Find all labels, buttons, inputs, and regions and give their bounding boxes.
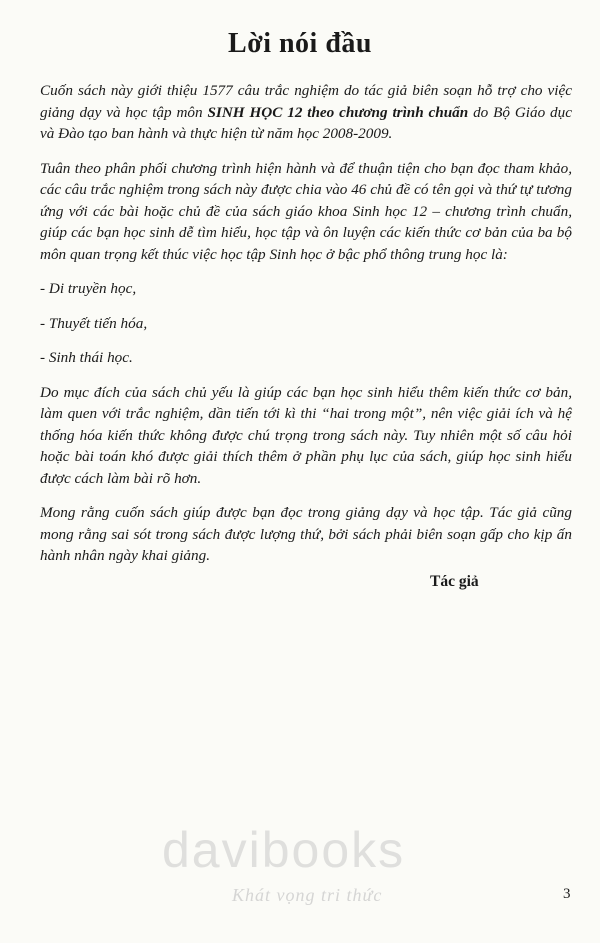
watermark-tagline: Khát vọng tri thức: [232, 885, 383, 905]
author-signature: Tác giả: [430, 573, 479, 590]
paragraph-intro: [40, 80, 572, 145]
paragraph-intro-part1: Cuốn sách này giới thiệu 1577 câu trắc nghiệm do tác giả biên soạn hỗ trợ cho việc giảng dạy và học tập môn: [40, 82, 572, 121]
list-item: - Thuyết tiến hóa,: [40, 314, 148, 332]
subject-title: SINH HỌC 12 theo chương trình chuẩn: [207, 103, 469, 121]
subject-list: [40, 278, 572, 369]
page-title: Lời nói đầu: [228, 28, 372, 59]
list-item: - Di truyền học,: [40, 280, 137, 297]
paragraph-closing: Mong rằng cuốn sách giúp được bạn đọc trong giảng dạy và học tập. Tác giả cũng mong rằng sai sót trong sách được lượng thứ, bởi sách phải biên soạn gấp cho kịp ấn hành nhân ngày khai giảng.: [40, 504, 572, 564]
preface-body: [40, 80, 572, 580]
paragraph-purpose: Do mục đích của sách chủ yếu là giúp các bạn học sinh hiểu thêm kiến thức cơ bản, làm quen với trắc nghiệm, dần tiến tới kì thi “hai trong một”, nên việc giải ích và hệ thống hóa kiến thức không được chú trọng trong sách này. Tuy nhiên một số câu hỏi hoặc bài toán khó được giải thích thêm ở phần phụ lục của sách, giúp học sinh hiểu được cách làm bài rõ hơn.: [40, 383, 572, 487]
list-item: - Sinh thái học.: [40, 349, 133, 366]
paragraph-structure: Tuân theo phân phối chương trình hiện hành và để thuận tiện cho bạn đọc tham khảo, các câu trắc nghiệm trong sách này được chia vào 46 chủ đề có tên gọi và thứ tự tương ứng với các bài hoặc chủ đề của sách giáo khoa Sinh học 12 – chương trình chuẩn, giúp các bạn học sinh dễ tìm hiểu, học tập và ôn luyện các kiến thức cơ bản của ba bộ môn quan trọng kết thúc việc học tập Sinh học ở bậc phổ thông trung học là:: [40, 159, 572, 263]
paragraph-intro-part2: do Bộ Giáo dục và Đào tạo ban hành và thực hiện từ năm học 2008-2009.: [40, 103, 572, 142]
watermark-logo: davibooks: [162, 822, 406, 878]
page-number: 3: [563, 886, 571, 902]
